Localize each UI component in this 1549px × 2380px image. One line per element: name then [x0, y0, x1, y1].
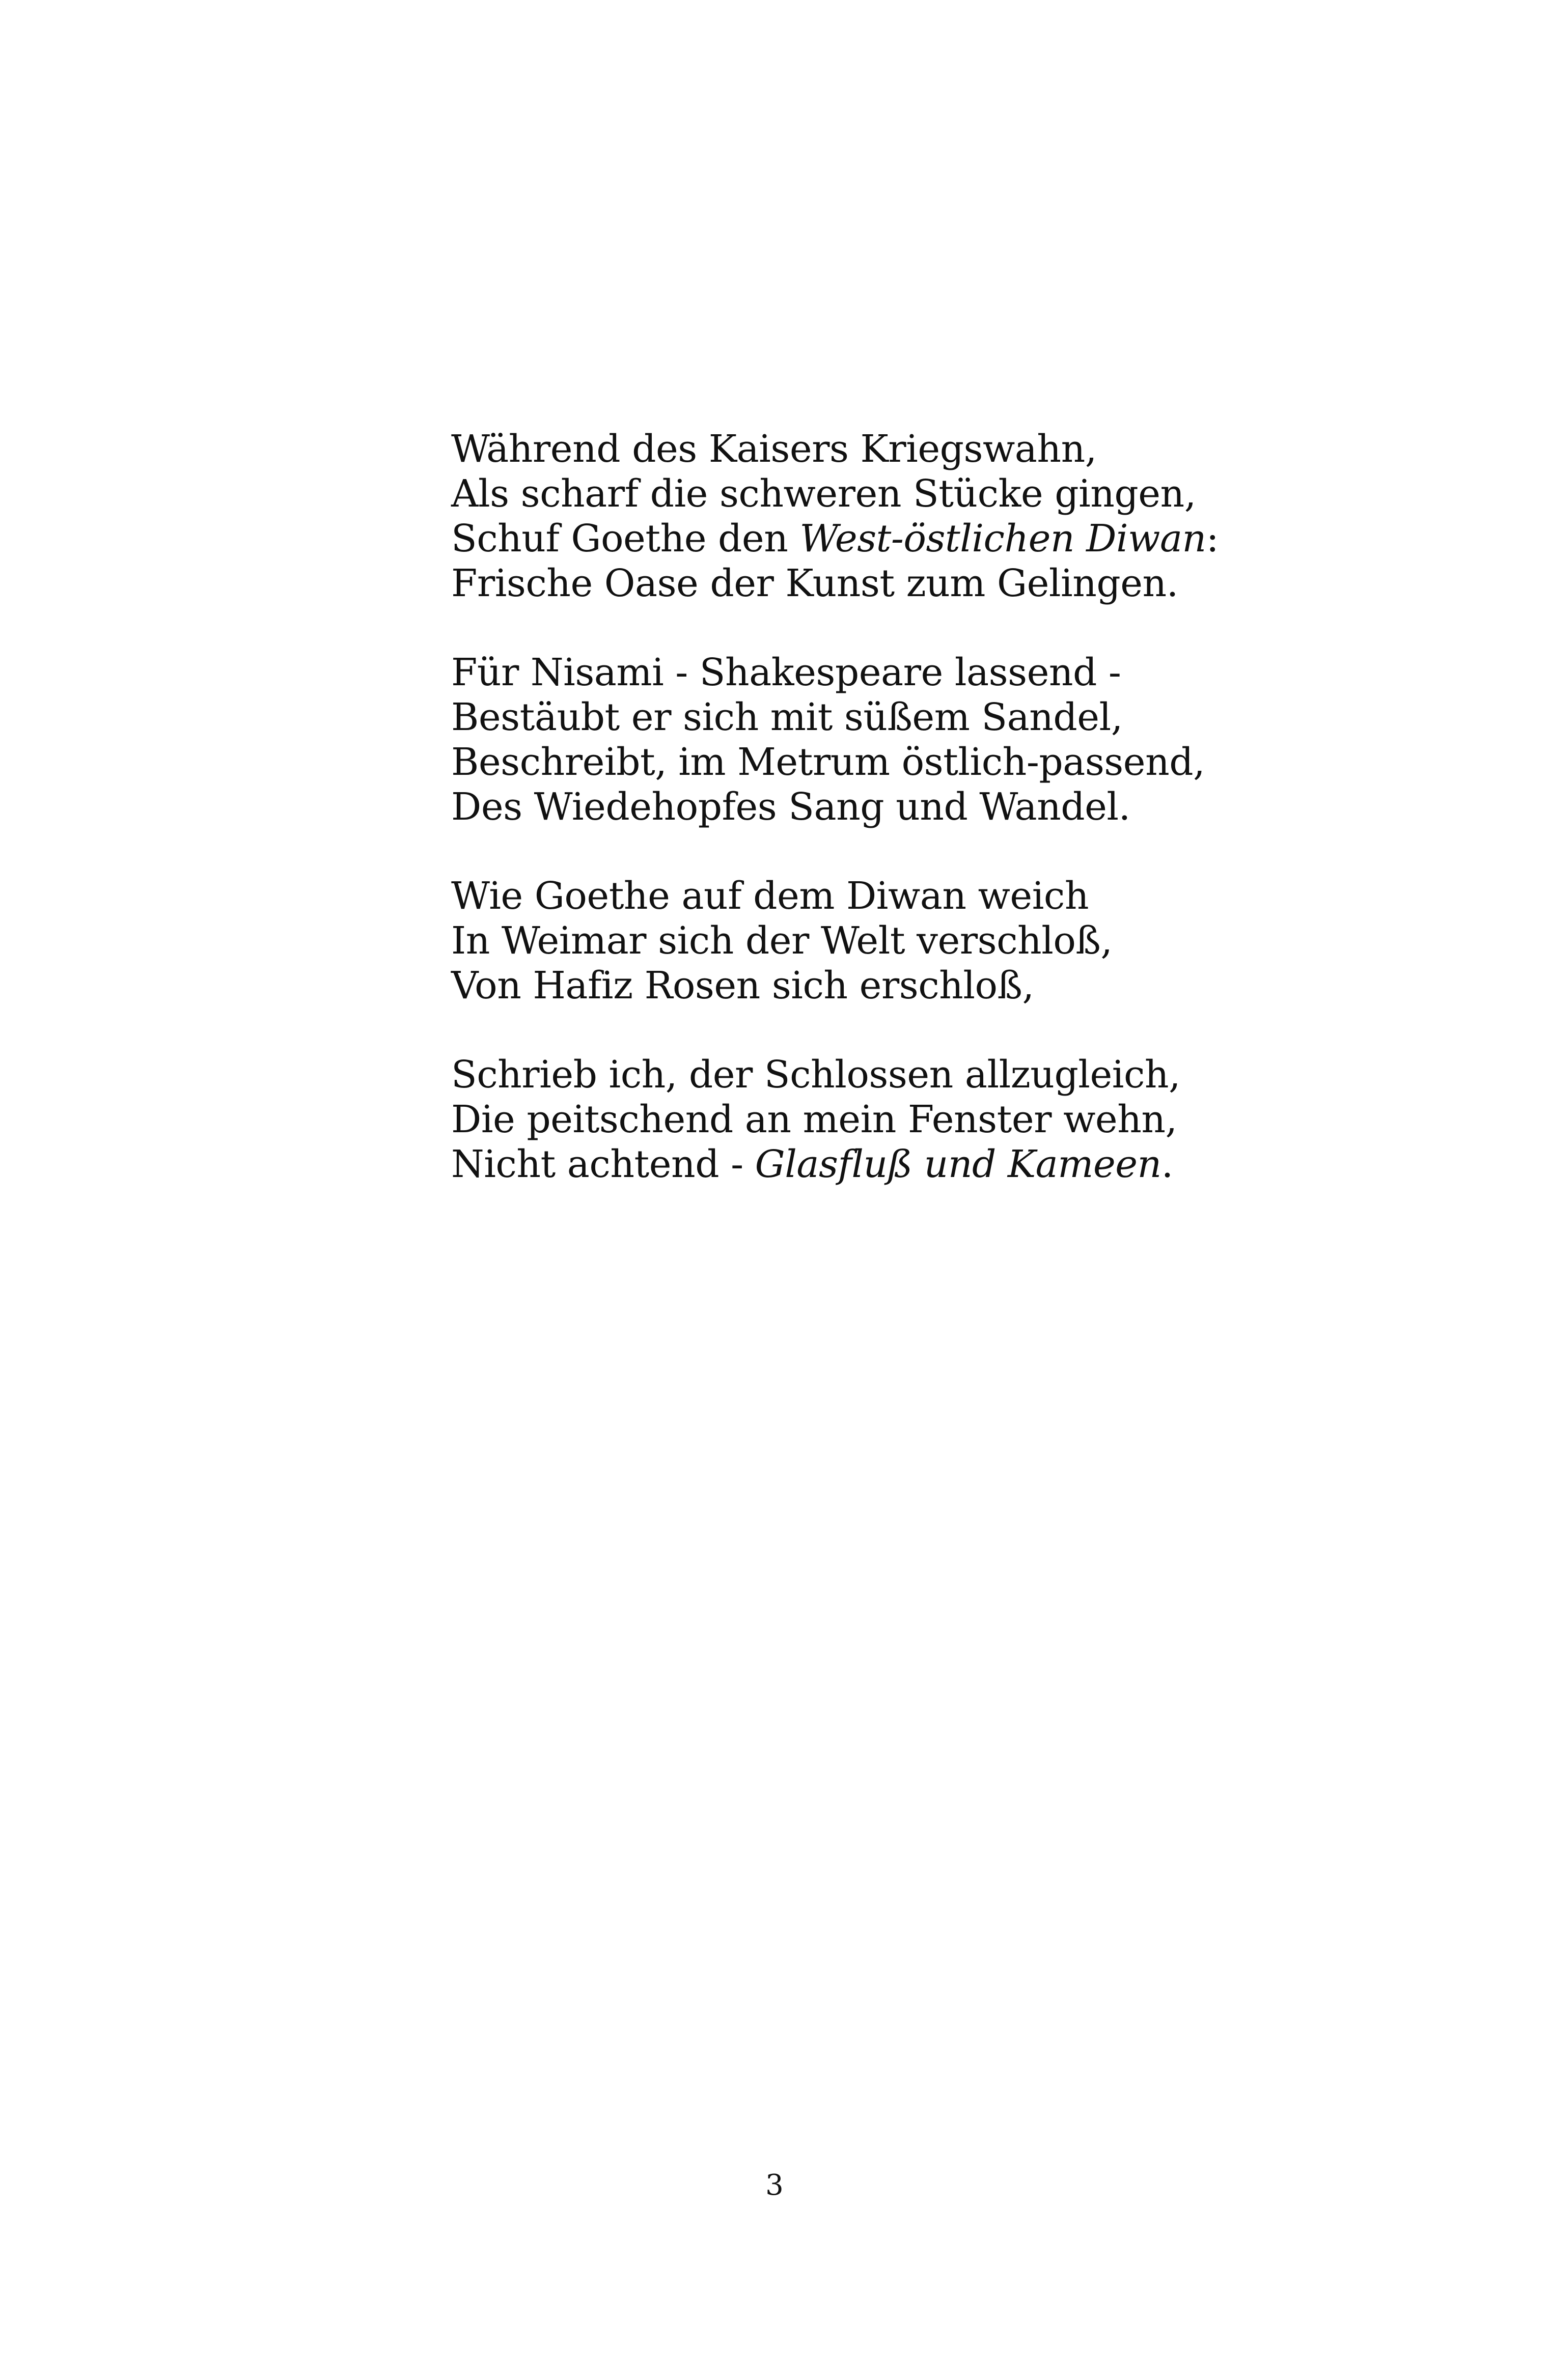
poem-line	[451, 516, 1419, 561]
poem-line: Frische Oase der Kunst zum Gelingen.	[451, 562, 1178, 605]
poem-line-italic-title: Glasfluß und Kameen	[755, 1142, 1161, 1186]
poem-line-text: :	[1206, 517, 1219, 561]
poem-line: Die peitschend an mein Fenster wehn,	[451, 1098, 1177, 1141]
poem-line-italic-title: West-östlichen Diwan	[799, 517, 1206, 561]
poem-body	[451, 427, 1419, 1231]
poem-line: Während des Kaisers Kriegswahn,	[451, 427, 1097, 471]
page-number: 3	[765, 2169, 784, 2202]
poem-line: In Weimar sich der Welt verschloß,	[451, 919, 1113, 963]
stanza-3	[451, 874, 1419, 1008]
poem-line: Von Hafiz Rosen sich erschloß,	[451, 964, 1034, 1007]
poem-line: Für Nisami - Shakespeare lassend -	[451, 651, 1121, 694]
poem-line-text: .	[1161, 1142, 1173, 1186]
poem-line: Bestäubt er sich mit süßem Sandel,	[451, 695, 1123, 739]
poem-line	[451, 1142, 1419, 1187]
stanza-2	[451, 650, 1419, 829]
poem-line: Schrieb ich, der Schlossen allzugleich,	[451, 1053, 1181, 1097]
poem-line: Beschreibt, im Metrum östlich-passend,	[451, 740, 1205, 784]
poem-line: Wie Goethe auf dem Diwan weich	[451, 874, 1089, 918]
stanza-1	[451, 427, 1419, 606]
poem-line-text: Nicht achtend -	[451, 1142, 755, 1186]
poem-line: Des Wiedehopfes Sang und Wandel.	[451, 785, 1130, 829]
poem-line: Als scharf die schweren Stücke gingen,	[451, 472, 1196, 516]
stanza-4	[451, 1052, 1419, 1187]
poem-line-text: Schuf Goethe den	[451, 517, 800, 561]
